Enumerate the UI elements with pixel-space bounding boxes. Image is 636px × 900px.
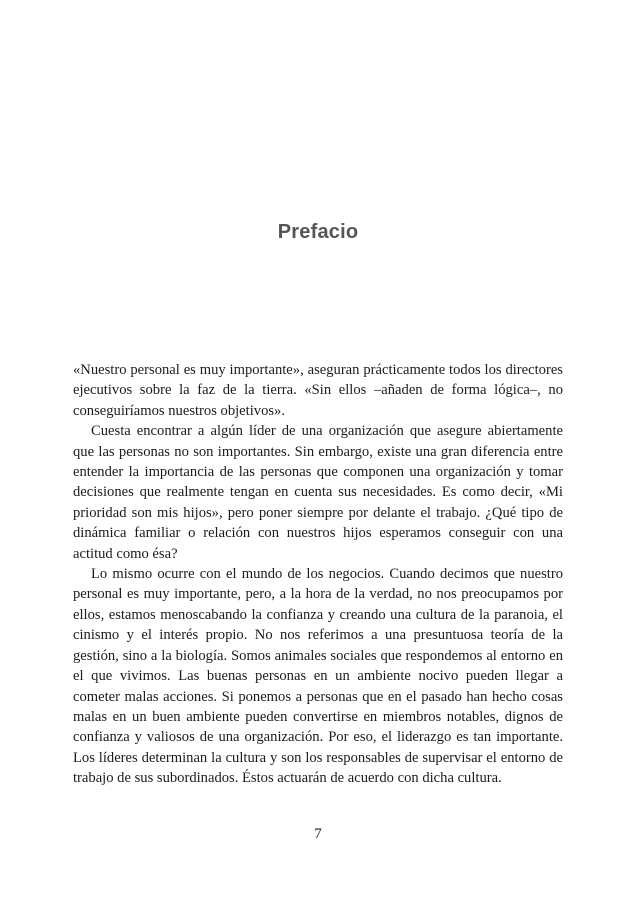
page-number: 7: [314, 826, 322, 842]
chapter-body: [73, 360, 563, 789]
paragraph-3: Lo mismo ocurre con el mundo de los negocios. Cuando decimos que nuestro personal es muy importante, pero, a la hora de la verdad, no nos preocupamos por ellos, estamos menoscabando la confianza y creando una cultura de la paranoia, el cinismo y el interés propio. No nos referimos a una presuntuosa teoría de la gestión, sino a la biología. Somos animales sociales que respondemos al entorno en el que vivimos. Las buenas personas en un ambiente nocivo pueden llegar a cometer malas acciones. Si ponemos a personas que en el pasado han hecho cosas malas en un buen ambiente pueden convertirse en miembros notables, dignos de confianza y valiosos de una organización. Por eso, el liderazgo es tan importante. Los líderes determinan la cultura y son los responsables de supervisar el entorno de trabajo de sus subordinados. Éstos actuarán de acuerdo con dicha cultura.: [73, 566, 563, 787]
chapter-title: Prefacio: [277, 221, 359, 244]
paragraph-2: Cuesta encontrar a algún líder de una organización que asegure abiertamente que las personas no son importantes. Sin embargo, existe una gran diferencia entre entender la importancia de las personas que componen una organización y tomar decisiones que realmente tengan en cuenta sus necesidades. Es como decir, «Mi prioridad son mis hijos», pero poner siempre por delante el trabajo. ¿Qué tipo de dinámica familiar o relación con nuestros hijos esperamos conseguir con una actitud como ésa?: [73, 423, 563, 562]
paragraph-1: «Nuestro personal es muy importante», aseguran prácticamente todos los directores ejecutivos sobre la faz de la tierra. «Sin ellos –añaden de forma lógica–, no conseguiríamos nuestros objetivos».: [73, 362, 563, 419]
